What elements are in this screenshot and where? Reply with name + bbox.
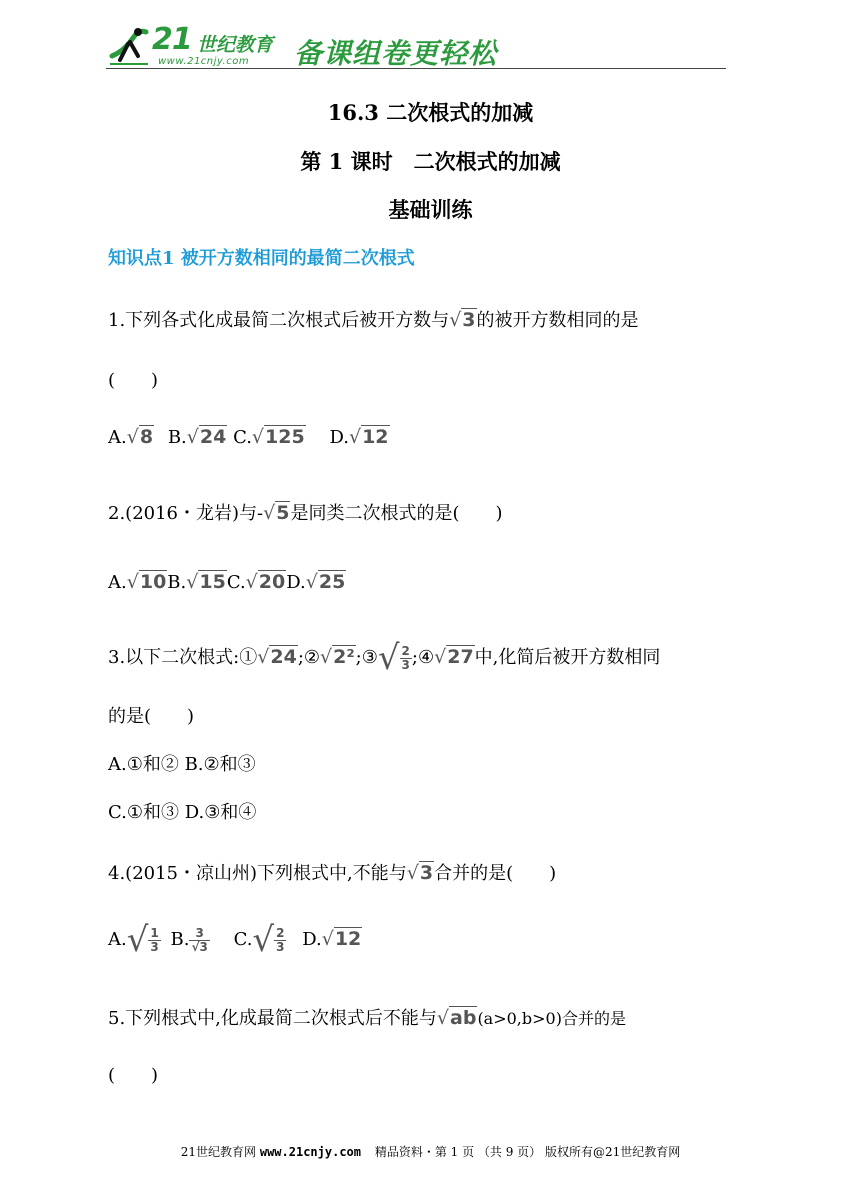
q1-option-d-label: D.	[329, 427, 349, 448]
q2-options	[108, 571, 346, 593]
sqrt-27: √27	[434, 646, 474, 668]
header-divider	[106, 68, 726, 69]
sqrt-10: √10	[126, 571, 167, 593]
q4-stem-post: 合并的是( )	[434, 863, 557, 884]
q2-option-a-label: A.	[108, 572, 127, 593]
sqrt-12: √12	[321, 928, 362, 950]
fraction-1-over-3: $\frac{1}{3}$	[150, 925, 159, 954]
q1-blank: ( )	[108, 370, 159, 391]
logo-number: 21	[152, 22, 192, 57]
q4-option-b-label: B.	[170, 929, 190, 950]
footer-url[interactable]: www.21cnjy.com	[259, 1145, 361, 1159]
q4-option-d-label: D.	[302, 929, 322, 950]
q3-stem-post: 中,化简后被开方数相同	[474, 647, 661, 668]
radical-icon: √	[252, 920, 275, 960]
footer-page-info: 精品资料・第 1 页 （共 9 页） 版权所有@21世纪教育网	[374, 1145, 681, 1159]
q2-stem-pre: 2.(2016・龙岩)与-	[108, 503, 264, 524]
sqrt-5: √5	[263, 502, 290, 524]
radical-icon: √	[377, 638, 400, 678]
sqrt-20: √20	[245, 571, 286, 593]
logo-url[interactable]: www.21cnjy.com	[158, 56, 250, 67]
sqrt-24: √24	[257, 646, 297, 668]
sqrt-3: √3	[406, 862, 434, 884]
sqrt-25: √25	[305, 571, 346, 593]
fraction-3-over-sqrt3: $\frac{3}{√3}$	[191, 925, 208, 954]
q3-sep-4: ;④	[411, 647, 435, 668]
q4-options	[108, 920, 362, 960]
fraction-2-over-3: $\frac{2}{3}$	[401, 643, 410, 672]
q3-sep-3: ;③	[355, 647, 378, 668]
question-4	[108, 859, 556, 885]
question-3	[108, 638, 660, 678]
q4-option-a-label: A.	[108, 929, 127, 950]
q5-stem-pre: 5.下列根式中,化成最简二次根式后不能与	[108, 1008, 437, 1029]
sqrt-15: √15	[186, 571, 226, 593]
q1-stem-post: 的被开方数相同的是	[476, 310, 639, 331]
q3-line-2: 的是( )	[108, 706, 195, 727]
q5-stem-post: (a>0,b>0)合并的是	[477, 1009, 626, 1028]
training-heading: 基础训练	[388, 197, 473, 222]
q4-stem-pre: 4.(2015・凉山州)下列根式中,不能与	[108, 863, 407, 884]
q5-blank: ( )	[108, 1065, 159, 1086]
q2-option-c-label: C.	[226, 572, 246, 593]
sqrt-125: √125	[251, 426, 305, 448]
q1-option-a-label: A.	[108, 427, 127, 448]
page-footer	[0, 1143, 861, 1160]
fraction-2-over-3: $\frac{2}{3}$	[276, 925, 285, 954]
header-slogan: 备课组卷更轻松	[294, 37, 498, 70]
q1-stem-pre: 1.下列各式化成最简二次根式后被开方数与	[108, 310, 450, 331]
question-5	[108, 1004, 626, 1030]
q3-sep-2: ;②	[297, 647, 321, 668]
question-1	[108, 306, 639, 332]
footer-site-name: 21世纪教育网	[180, 1145, 257, 1159]
q3-options-cd: C.①和③ D.③和④	[108, 802, 257, 823]
q4-option-c-label: C.	[233, 929, 253, 950]
sqrt-ab: √ab	[436, 1007, 477, 1029]
sqrt-8: √8	[126, 426, 154, 448]
sqrt-3: √3	[449, 309, 476, 331]
logo-text: 世纪教育	[197, 34, 274, 56]
q2-option-b-label: B.	[167, 572, 187, 593]
q2-option-d-label: D.	[286, 572, 306, 593]
question-2	[108, 499, 503, 525]
q1-option-b-label: B.	[167, 427, 187, 448]
radical-icon: √	[126, 920, 149, 960]
q1-options	[108, 426, 390, 448]
sqrt-24: √24	[186, 426, 227, 448]
q3-options-ab: A.①和② B.②和③	[108, 754, 256, 775]
q1-option-c-label: C.	[233, 427, 252, 448]
runner-logo-icon	[108, 26, 150, 66]
sqrt-2-squared: √2²	[320, 646, 355, 668]
q3-stem-pre: 3.以下二次根式:①	[108, 647, 258, 668]
lesson-subtitle: 第 1 课时 二次根式的加减	[300, 149, 561, 174]
section-heading: 知识点1 被开方数相同的最简二次根式	[108, 248, 415, 269]
q2-stem-post: 是同类二次根式的是( )	[290, 503, 503, 524]
page-title: 16.3 二次根式的加减	[327, 100, 534, 125]
sqrt-12: √12	[348, 426, 389, 448]
